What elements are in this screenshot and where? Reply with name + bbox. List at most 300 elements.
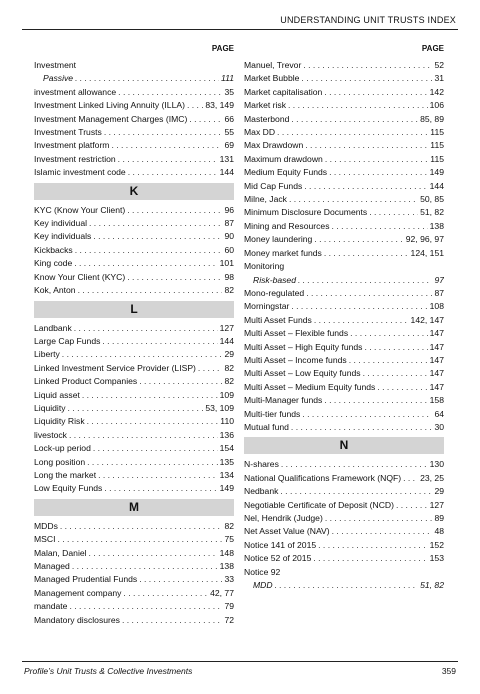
page-reference: 64: [434, 408, 444, 419]
index-term: Large Cap Funds: [34, 335, 101, 346]
index-entry: [34, 547, 234, 560]
index-term: Mutual fund: [244, 421, 289, 432]
dot-leader: [288, 99, 428, 112]
dot-leader: [118, 153, 218, 166]
dot-leader: [69, 429, 218, 442]
index-entry: [34, 335, 234, 348]
page-reference: 89: [434, 513, 444, 523]
index-term: Max DD: [244, 127, 276, 138]
index-entry: [34, 375, 234, 388]
dot-leader: [305, 139, 428, 152]
index-term: Key individuals: [34, 231, 92, 242]
index-entry: [244, 72, 444, 85]
dot-leader: [62, 348, 223, 361]
index-term: Medium Equity Funds: [244, 167, 328, 178]
page-reference: 51, 82: [420, 580, 444, 591]
dot-leader: [306, 287, 432, 300]
index-term: Multi-Manager funds: [244, 395, 323, 406]
page-reference: 90: [224, 231, 234, 242]
page-reference: 134: [219, 469, 234, 480]
index-term: Maximum drawdown: [244, 153, 323, 164]
page-reference: 138: [219, 561, 234, 571]
dot-leader: [118, 86, 222, 99]
index-entry: [34, 153, 234, 166]
dot-leader: [304, 180, 427, 193]
index-term: Key individual: [34, 218, 88, 229]
index-entry: [34, 348, 234, 361]
dot-leader: [298, 274, 432, 287]
running-head: UNDERSTANDING UNIT TRUSTS INDEX: [280, 15, 456, 25]
dot-leader: [128, 166, 218, 179]
page-reference: 115: [430, 127, 444, 138]
dot-leader: [78, 284, 223, 297]
index-entry: [244, 394, 444, 407]
index-entry: [244, 126, 444, 139]
dot-leader: [68, 402, 204, 415]
index-entry: [34, 204, 234, 217]
index-entry: [34, 59, 234, 72]
page-reference: 147: [429, 381, 444, 392]
index-entry: [34, 429, 234, 442]
dot-leader: [111, 139, 222, 152]
dot-leader: [87, 415, 219, 428]
index-entry: [34, 126, 234, 139]
dot-leader: [291, 113, 418, 126]
index-term: Managed Prudential Funds: [34, 574, 138, 585]
index-term: National Qualifications Framework (NQF): [244, 472, 402, 483]
index-entry: [244, 314, 444, 327]
page-column-label: PAGE: [421, 44, 444, 53]
index-term: Money laundering: [244, 234, 313, 245]
dot-leader: [313, 552, 427, 565]
page-reference: 131: [219, 153, 234, 164]
index-term: Kok, Anton: [34, 285, 76, 296]
page-reference: 149: [429, 167, 444, 178]
index-entry: [244, 472, 444, 485]
dot-leader: [314, 233, 403, 246]
right-column: [244, 44, 444, 592]
dot-leader: [403, 472, 418, 485]
index-entry: [34, 442, 234, 455]
index-entry: [34, 362, 234, 375]
index-term: Low Equity Funds: [34, 483, 103, 494]
index-term: Landbank: [34, 322, 72, 333]
page-reference: 66: [224, 113, 234, 124]
dot-leader: [93, 442, 218, 455]
index-term: MSCI: [34, 534, 56, 545]
dot-leader: [74, 257, 217, 270]
index-term: Long position: [34, 456, 86, 467]
section-n: [244, 458, 444, 592]
page-reference: 144: [219, 167, 234, 178]
index-term: Mono-regulated: [244, 287, 305, 298]
index-term: Liquidity Risk: [34, 416, 85, 427]
page-reference: 96: [224, 204, 234, 215]
index-entry: [34, 469, 234, 482]
index-term: Market risk: [244, 100, 287, 111]
page-reference: 108: [429, 301, 444, 312]
page-reference: 31: [434, 73, 444, 84]
page-reference: 147: [429, 354, 444, 365]
page-reference: 136: [219, 429, 234, 440]
page-reference: 147: [429, 328, 444, 339]
dot-leader: [139, 375, 222, 388]
page-reference: 158: [429, 395, 444, 406]
index-entry: [244, 153, 444, 166]
index-term: Market Bubble: [244, 73, 300, 84]
index-term: Max Drawdown: [244, 140, 304, 151]
page-reference: 98: [224, 271, 234, 282]
dot-leader: [301, 72, 432, 85]
dot-leader: [324, 86, 427, 99]
dot-leader: [377, 381, 427, 394]
index-term: Investment Trusts: [34, 127, 102, 138]
dot-leader: [325, 153, 428, 166]
dot-leader: [187, 99, 203, 112]
page-reference: 109: [219, 389, 234, 400]
dot-leader: [123, 587, 208, 600]
index-entry: [244, 86, 444, 99]
index-term: Liquid asset: [34, 389, 80, 400]
index-term: Long the market: [34, 469, 97, 480]
footer-rule: [22, 661, 458, 662]
index-entry: [244, 381, 444, 394]
index-term: Liquidity: [34, 402, 66, 413]
index-term: Investment platform: [34, 140, 110, 151]
index-entry: [34, 614, 234, 627]
dot-leader: [189, 113, 222, 126]
page-reference: 147: [429, 341, 444, 352]
letter-heading-l: L: [34, 301, 234, 318]
dot-leader: [364, 341, 427, 354]
index-term: MDDs: [34, 520, 58, 531]
index-term: Money market funds: [244, 247, 322, 258]
index-entry: [34, 560, 234, 573]
section-m: [34, 520, 234, 627]
dot-leader: [74, 322, 218, 335]
page-reference: 82: [224, 376, 234, 387]
page-reference: 82: [224, 362, 234, 373]
index-term: Milne, Jack: [244, 194, 287, 205]
header-rule: [22, 29, 458, 30]
index-entry: [34, 533, 234, 546]
page-reference: 72: [224, 614, 234, 625]
index-term: KYC (Know Your Client): [34, 204, 126, 215]
section-k: [34, 204, 234, 298]
section-i: [34, 59, 234, 180]
dot-leader: [75, 244, 223, 257]
left-column: [34, 44, 234, 627]
index-term: Notice 141 of 2015: [244, 539, 317, 550]
page-reference: 29: [224, 349, 234, 360]
dot-leader: [104, 482, 217, 495]
page-reference: 111: [220, 73, 234, 84]
index-term: Morningstar: [244, 301, 290, 312]
index-term: Investment Management Charges (IMC): [34, 113, 188, 124]
index-entry: [244, 421, 444, 434]
index-term: Linked Product Companies: [34, 376, 138, 387]
page-reference: 87: [434, 287, 444, 298]
index-entry: [34, 520, 234, 533]
page-reference: 115: [430, 153, 444, 164]
index-term: Lock-up period: [34, 443, 91, 454]
dot-leader: [332, 525, 433, 538]
page-reference: 152: [429, 539, 444, 550]
index-term: Notice 92: [244, 566, 281, 577]
index-entry: [34, 573, 234, 586]
dot-leader: [363, 367, 428, 380]
index-entry: [34, 587, 234, 600]
index-term: Managed: [34, 561, 70, 571]
index-entry: [244, 354, 444, 367]
page-reference: 33: [224, 574, 234, 585]
index-entry: [244, 367, 444, 380]
dot-leader: [98, 469, 218, 482]
dot-leader: [281, 458, 428, 471]
index-term: Nel, Hendrik (Judge): [244, 513, 323, 523]
page-reference: 147: [429, 368, 444, 379]
index-term: Islamic investment code: [34, 167, 126, 178]
index-term: Monitoring: [244, 261, 285, 272]
page-reference: 50, 85: [420, 194, 444, 205]
letter-heading-m: M: [34, 499, 234, 516]
index-entry: [34, 139, 234, 152]
dot-leader: [102, 335, 217, 348]
page-reference: 127: [429, 499, 444, 510]
page-reference: 55: [224, 127, 234, 138]
dot-leader: [289, 193, 418, 206]
index-entry: [244, 485, 444, 498]
index-term: Management company: [34, 587, 122, 598]
dot-leader: [69, 600, 222, 613]
page-reference: 124, 151: [410, 247, 444, 258]
index-entry: [244, 113, 444, 126]
page-reference: 149: [219, 483, 234, 494]
index-term: Masterbond: [244, 113, 290, 124]
dot-leader: [303, 59, 432, 72]
index-entry: [34, 72, 234, 85]
index-entry: [34, 415, 234, 428]
page-reference: 101: [219, 258, 234, 269]
page-reference: 130: [429, 459, 444, 470]
page-reference: 154: [219, 443, 234, 454]
index-entry: [244, 499, 444, 512]
index-entry: [34, 166, 234, 179]
index-term: Manuel, Trevor: [244, 60, 302, 70]
footer-page-number: 359: [441, 666, 456, 676]
index-term: Linked Investment Service Provider (LISP): [34, 362, 196, 373]
page-reference: 51, 82: [420, 207, 444, 218]
page-reference: 79: [224, 601, 234, 612]
index-entry: [244, 99, 444, 112]
letter-heading-k: K: [34, 183, 234, 200]
dot-leader: [329, 166, 428, 179]
index-term: livestock: [34, 429, 67, 440]
index-term: Mandatory disclosures: [34, 614, 120, 625]
dot-leader: [324, 394, 427, 407]
index-term: Investment Linked Living Annuity (ILLA): [34, 100, 185, 111]
index-term: Investment restriction: [34, 153, 116, 164]
index-entry: [244, 579, 444, 592]
index-term: Minimum Disclosure Documents: [244, 207, 368, 218]
index-term: mandate: [34, 601, 68, 612]
index-entry: [244, 327, 444, 340]
dot-leader: [104, 126, 223, 139]
page-reference: 87: [224, 218, 234, 229]
index-entry: [244, 180, 444, 193]
dot-leader: [349, 354, 428, 367]
page-reference: 92, 96, 97: [405, 234, 444, 245]
page-reference: 75: [224, 534, 234, 545]
dot-leader: [93, 230, 222, 243]
section-m-continued: [244, 59, 444, 434]
page-reference: 106: [429, 100, 444, 111]
letter-heading-n: N: [244, 437, 444, 454]
index-entry: [34, 257, 234, 270]
dot-leader: [350, 327, 428, 340]
page-reference: 52: [434, 60, 444, 70]
index-entry: [244, 220, 444, 233]
page-reference: 127: [219, 322, 234, 333]
dot-leader: [89, 217, 222, 230]
dot-leader: [277, 126, 428, 139]
index-entry: [244, 539, 444, 552]
page-column-label: PAGE: [211, 44, 234, 53]
dot-leader: [72, 560, 218, 573]
index-term: Market capitalisation: [244, 86, 323, 97]
page-reference: 69: [224, 140, 234, 151]
page-reference: 82: [224, 520, 234, 531]
dot-leader: [314, 314, 409, 327]
index-entry: [34, 230, 234, 243]
index-entry: [244, 458, 444, 471]
index-entry: [34, 322, 234, 335]
index-entry: [244, 233, 444, 246]
page-reference: 142: [429, 86, 444, 97]
dot-leader: [280, 485, 432, 498]
index-entry: [244, 552, 444, 565]
index-entry: [244, 206, 444, 219]
index-entry: [244, 408, 444, 421]
dot-leader: [82, 389, 218, 402]
index-term: Multi Asset – Medium Equity funds: [244, 381, 376, 392]
index-entry: [34, 389, 234, 402]
page-reference: 29: [434, 486, 444, 497]
index-entry: [244, 566, 444, 579]
page-reference: 110: [220, 416, 234, 427]
page-reference: 138: [429, 220, 444, 231]
index-term: King code: [34, 258, 73, 269]
index-entry: [244, 247, 444, 260]
index-entry: [244, 525, 444, 538]
page-reference: 48: [434, 526, 444, 537]
index-entry: [34, 86, 234, 99]
section-l: [34, 322, 234, 496]
dot-leader: [396, 499, 428, 512]
page-reference: 115: [430, 140, 444, 151]
index-term: Multi Asset – Low Equity funds: [244, 368, 361, 379]
index-entry: [244, 59, 444, 72]
page-reference: 35: [224, 86, 234, 97]
index-term: Multi Asset – Flexible funds: [244, 328, 349, 339]
index-term: Net Asset Value (NAV): [244, 526, 330, 537]
dot-leader: [275, 579, 419, 592]
index-entry: [244, 166, 444, 179]
page-reference: 148: [219, 547, 234, 558]
dot-leader: [127, 271, 222, 284]
index-term: Multi Asset – Income funds: [244, 354, 347, 365]
footer-book-title: Profile’s Unit Trusts & Collective Investments: [24, 666, 193, 676]
dot-leader: [89, 547, 218, 560]
page-reference: 97: [434, 274, 444, 285]
index-term: Malan, Daniel: [34, 547, 87, 558]
dot-leader: [302, 408, 432, 421]
index-term: Multi-tier funds: [244, 408, 301, 419]
index-term: Mining and Resources: [244, 220, 330, 231]
index-term: Mid Cap Funds: [244, 180, 303, 191]
dot-leader: [122, 614, 222, 627]
index-entry: [34, 217, 234, 230]
index-term: Nedbank: [244, 486, 279, 497]
dot-leader: [332, 220, 428, 233]
index-term: Risk-based: [253, 274, 296, 285]
index-entry: [34, 402, 234, 415]
index-entry: [244, 287, 444, 300]
page-reference: 144: [219, 335, 234, 346]
index-term: N-shares: [244, 459, 279, 470]
index-term: investment allowance: [34, 86, 117, 97]
index-term: Investment: [34, 60, 77, 70]
dot-leader: [87, 456, 218, 469]
index-entry: [34, 482, 234, 495]
page-reference: 23, 25: [420, 472, 444, 483]
index-entry: [244, 300, 444, 313]
index-term: Notice 52 of 2015: [244, 553, 312, 564]
dot-leader: [198, 362, 223, 375]
index-entry: [34, 456, 234, 469]
dot-leader: [291, 300, 427, 313]
dot-leader: [324, 247, 409, 260]
index-entry: [34, 244, 234, 257]
index-entry: [244, 341, 444, 354]
page-reference: 53, 109: [205, 402, 234, 413]
dot-leader: [369, 206, 418, 219]
page-reference: 135: [219, 456, 234, 467]
dot-leader: [60, 520, 223, 533]
index-term: MDD: [253, 580, 273, 591]
index-term: Passive: [43, 73, 74, 84]
index-entry: [34, 113, 234, 126]
dot-leader: [318, 539, 428, 552]
dot-leader: [139, 573, 222, 586]
page-reference: 85, 89: [420, 113, 444, 124]
dot-leader: [127, 204, 222, 217]
index-entry: [244, 512, 444, 525]
index-entry: [34, 271, 234, 284]
index-entry: [244, 139, 444, 152]
index-term: Multi Asset – High Equity funds: [244, 341, 363, 352]
index-entry: [244, 193, 444, 206]
index-entry: [34, 600, 234, 613]
index-term: Multi Asset Funds: [244, 314, 312, 325]
page-reference: 30: [434, 421, 444, 432]
page-reference: 153: [429, 553, 444, 564]
index-entry: [244, 260, 444, 273]
index-term: Liberty: [34, 349, 60, 360]
index-entry: [34, 284, 234, 297]
dot-leader: [57, 533, 222, 546]
page-reference: 144: [429, 180, 444, 191]
